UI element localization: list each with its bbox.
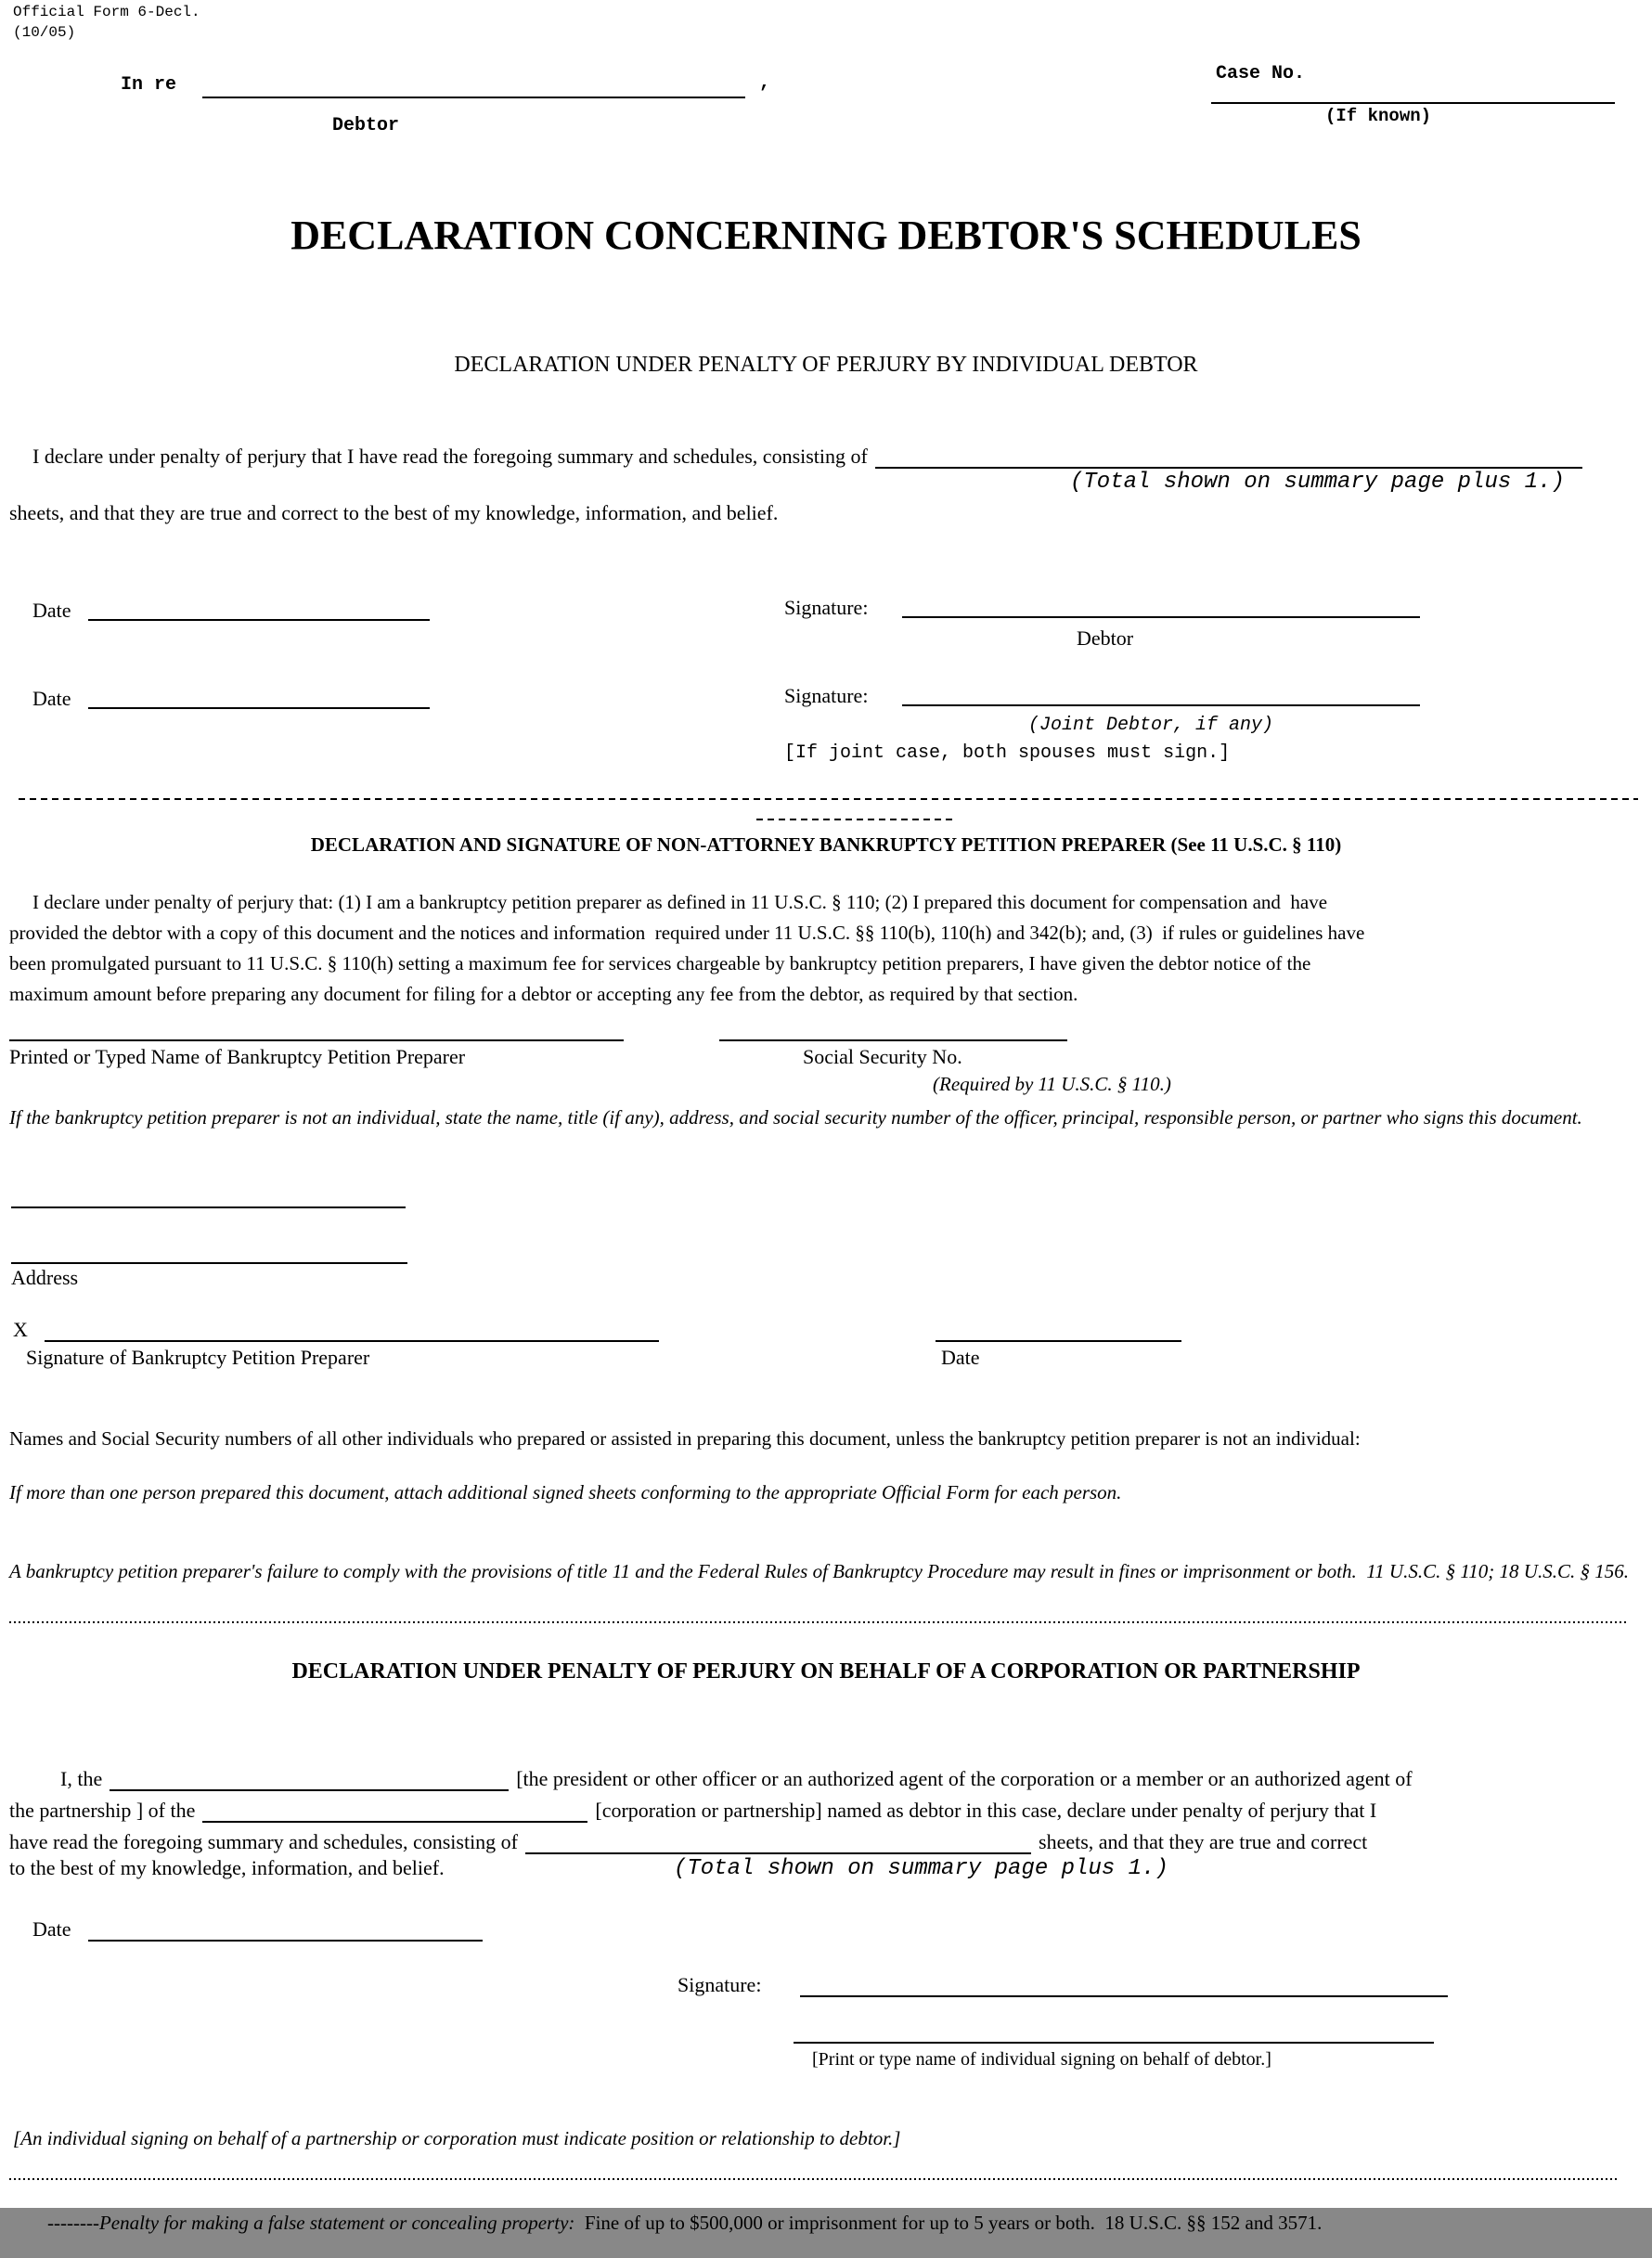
debtor-caption-label: Debtor [332, 115, 400, 136]
corp-line3-text-a: have read the foregoing summary and schedules, consisting of [9, 1830, 519, 1853]
preparer-para-line1: I declare under penalty of perjury that: (1) I am a bankruptcy petition preparer as defined in 11 U.S.C. § 110; (2) I prepared this document for compensation and have [32, 891, 1328, 913]
printed-name-label: Printed or Typed Name of Bankruptcy Petition Preparer [9, 1045, 466, 1068]
divider-dotted-2 [9, 2178, 1620, 2180]
address-blank-1[interactable] [11, 1186, 406, 1208]
signature-blank-debtor[interactable] [902, 596, 1420, 618]
corp-line-2 [9, 1793, 1376, 1823]
corporation-section-heading: DECLARATION UNDER PENALTY OF PERJURY ON BEHALF OF A CORPORATION OR PARTNERSHIP [291, 1659, 1361, 1684]
address-blank-2[interactable] [11, 1242, 407, 1264]
signature-label-1: Signature: [784, 596, 869, 619]
preparer-para-line4: maximum amount before preparing any document for filing for a debtor or accepting any fee from the debtor, as required by that section. [9, 983, 1078, 1005]
corp-line-1 [60, 1761, 1413, 1791]
penalty-italic-text: Penalty for making a false statement or concealing property: [98, 2212, 575, 2234]
corp-print-name-note: [Print or type name of individual signing on behalf of debtor.] [812, 2049, 1271, 2070]
divider-dotted-1 [9, 1621, 1629, 1623]
not-individual-note: If the bankruptcy petition preparer is not an individual, state the name, title (if any), address, and social security number of the officer, principal, responsible person, or partner who signs this document. [9, 1106, 1582, 1129]
ssn-label: Social Security No. [803, 1045, 962, 1068]
corp-sheets-count-blank[interactable] [525, 1825, 1031, 1854]
individual-declare-line1 [32, 441, 1582, 469]
additional-sheets-note: If more than one person prepared this document, attach additional signed sheets conforming to the appropriate Official Form for each person. [9, 1481, 1122, 1503]
corp-line3-text-b: sheets, and that they are true and correct [1039, 1830, 1368, 1853]
preparer-signature-blank[interactable] [45, 1318, 659, 1342]
corp-signature-blank[interactable] [800, 1973, 1448, 1997]
penalty-line [28, 2188, 1322, 2258]
joint-case-note: [If joint case, both spouses must sign.] [784, 742, 1231, 764]
individual-section-heading: DECLARATION UNDER PENALTY OF PERJURY BY INDIVIDUAL DEBTOR [454, 353, 1198, 377]
corp-print-name-blank[interactable] [794, 2019, 1434, 2044]
preparer-para-line3: been promulgated pursuant to 11 U.S.C. § 110(h) setting a maximum fee for services chargeable by bankruptcy petition preparers, I have given the debtor notice of the [9, 952, 1311, 974]
if-known-label: (If known) [1325, 106, 1432, 126]
in-re-label: In re [121, 74, 177, 96]
corp-line2-text-a: the partnership ] of the [9, 1799, 196, 1822]
in-re-comma: , [759, 72, 771, 94]
form-revision-label: (10/05) [13, 24, 76, 41]
penalty-leading-dashes: -------- [47, 2212, 99, 2234]
corp-position-note: [An individual signing on behalf of a partnership or corporation must indicate position or relationship to debtor.] [13, 2127, 901, 2149]
preparer-date-label: Date [941, 1346, 980, 1369]
page-title: DECLARATION CONCERNING DEBTOR'S SCHEDULES [290, 213, 1362, 258]
corp-line1-text-a: I, the [60, 1767, 103, 1790]
total-note-corporation: (Total shown on summary page plus 1.) [674, 1856, 1168, 1881]
corp-line-3 [9, 1825, 1367, 1854]
divider-dashed-long [19, 798, 1638, 800]
preparer-section-heading: DECLARATION AND SIGNATURE OF NON-ATTORNEY BANKRUPTCY PETITION PREPARER (See 11 U.S.C. § 110) [310, 833, 1342, 856]
date-blank-1[interactable] [88, 599, 430, 621]
date-label-1: Date [32, 599, 71, 622]
address-label: Address [11, 1266, 79, 1289]
x-mark: X [13, 1318, 28, 1341]
signature-blank-joint-debtor[interactable] [902, 684, 1420, 706]
preparer-para-line2: provided the debtor with a copy of this document and the notices and information required under 11 U.S.C. §§ 110(b), 110(h) and 342(b); and, (3) if rules or guidelines have [9, 922, 1365, 944]
other-individuals-text: Names and Social Security numbers of all other individuals who prepared or assisted in preparing this document, unless the bankruptcy petition preparer is not an individual: [9, 1427, 1361, 1450]
corp-line2-text-b: [corporation or partnership] named as debtor in this case, declare under penalty of perjury that I [595, 1799, 1377, 1822]
corp-date-label: Date [32, 1917, 71, 1941]
preparer-date-blank[interactable] [936, 1318, 1181, 1342]
ssn-blank[interactable] [719, 1019, 1067, 1041]
penalty-rest-text: Fine of up to $500,000 or imprisonment for up to 5 years or both. 18 U.S.C. §§ 152 and 3571. [574, 2212, 1323, 2234]
case-no-label: Case No. [1216, 63, 1306, 84]
company-name-blank[interactable] [202, 1793, 587, 1823]
in-re-blank[interactable] [202, 74, 745, 98]
date-label-2: Date [32, 687, 71, 710]
debtor-signature-sublabel: Debtor [1077, 626, 1134, 650]
officer-name-blank[interactable] [110, 1761, 509, 1791]
signature-label-2: Signature: [784, 684, 869, 707]
case-no-blank[interactable] [1211, 80, 1615, 104]
corp-line1-text-b: [the president or other officer or an authorized agent of the corporation or a member or an authorized agent of [516, 1767, 1413, 1790]
individual-declare-line2: sheets, and that they are true and correct to the best of my knowledge, information, and belief. [9, 501, 779, 524]
preparer-signature-label: Signature of Bankruptcy Petition Preparer [26, 1346, 370, 1369]
sheets-count-blank[interactable] [875, 441, 1582, 469]
joint-debtor-sublabel: (Joint Debtor, if any) [1028, 715, 1274, 736]
individual-declare-text1: I declare under penalty of perjury that I have read the foregoing summary and schedules, consisting of [32, 445, 868, 468]
ssn-required-note: (Required by 11 U.S.C. § 110.) [933, 1073, 1171, 1095]
divider-dashed-short [756, 819, 956, 820]
form-id-label: Official Form 6-Decl. [13, 4, 200, 20]
date-blank-2[interactable] [88, 687, 430, 709]
corp-signature-label: Signature: [678, 1973, 762, 1996]
total-note-individual: (Total shown on summary page plus 1.) [1070, 470, 1565, 495]
corp-date-blank[interactable] [88, 1917, 483, 1942]
corp-line-4: to the best of my knowledge, information, and belief. [9, 1856, 445, 1879]
preparer-name-blank[interactable] [9, 1019, 624, 1041]
preparer-failure-note: A bankruptcy petition preparer's failure to comply with the provisions of title 11 and the Federal Rules of Bankruptcy Procedure may result in fines or imprisonment or both. 11 U.S.C. § 110; 18 U.S.C. § 156. [9, 1560, 1629, 1582]
